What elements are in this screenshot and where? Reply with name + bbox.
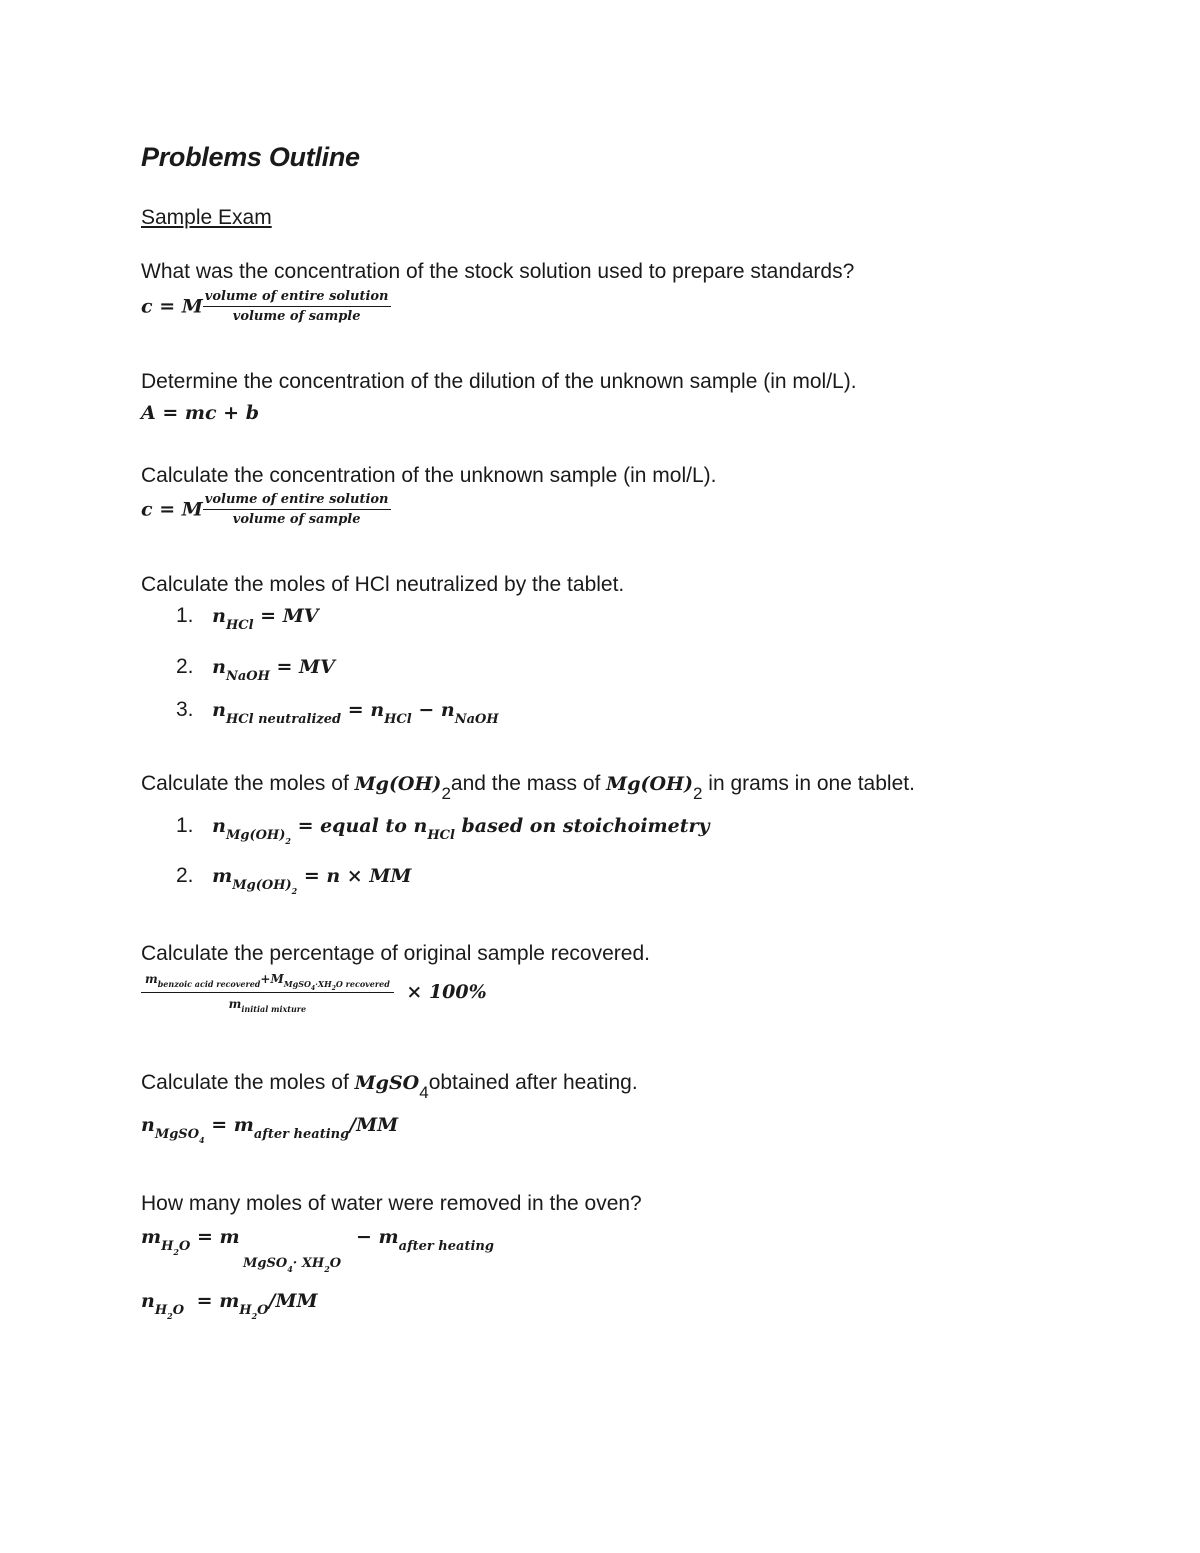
question-text: and the mass of xyxy=(450,772,601,795)
subscript: Mg(OH) xyxy=(225,828,286,843)
formula-mg-oh: Mg(OH) xyxy=(354,773,442,795)
item-number: 1. xyxy=(176,604,194,627)
var-n: n xyxy=(141,1290,155,1312)
rhs: = MV xyxy=(276,656,335,678)
rhs: /MM xyxy=(268,1290,318,1312)
var-M: M xyxy=(181,295,203,318)
equals-sign: = xyxy=(159,498,176,521)
var-c: c xyxy=(141,295,153,318)
subscript: H xyxy=(161,1239,174,1254)
subscript: 2 xyxy=(331,985,336,992)
fraction-denominator: volume of sample xyxy=(232,512,361,527)
var-n: n xyxy=(212,815,226,837)
subscript: H xyxy=(239,1303,252,1318)
question-text: Calculate the moles of xyxy=(141,772,349,795)
fraction xyxy=(141,972,394,1014)
fraction-numerator xyxy=(141,972,394,993)
formula-percent-recovered xyxy=(141,972,487,1014)
var-n: n xyxy=(212,605,226,627)
formula-beer-law-line: A = mc + b xyxy=(141,402,259,424)
list-item xyxy=(176,814,710,846)
var-c: c xyxy=(141,498,153,521)
subscript: O xyxy=(172,1303,185,1318)
subscript: MgSO xyxy=(154,1127,200,1142)
question-moles-water: How many moles of water were removed in the oven? xyxy=(141,1192,642,1215)
question-stock-concentration: What was the concentration of the stock solution used to prepare standards? xyxy=(141,260,855,283)
subscript: NaOH xyxy=(454,712,499,727)
subscript: HCl xyxy=(225,618,254,633)
minus-sign: − xyxy=(418,699,435,721)
section-heading: Sample Exam xyxy=(141,206,272,229)
subscript: 2 xyxy=(291,886,298,896)
question-dilution-concentration: Determine the concentration of the dilution of the unknown sample (in mol/L). xyxy=(141,370,857,393)
item-number: 2. xyxy=(176,655,194,678)
var-n: n xyxy=(212,656,226,678)
subscript: 4 xyxy=(199,1135,205,1145)
var-m: m xyxy=(228,997,242,1011)
subscript: 2 xyxy=(441,784,451,803)
formula-moles-water xyxy=(141,1290,318,1321)
list-item xyxy=(176,655,335,684)
question-moles-hcl: Calculate the moles of HCl neutralized by the tablet. xyxy=(141,573,625,596)
times-100-percent: × 100% xyxy=(406,980,487,1003)
subscript: 2 xyxy=(324,1264,330,1274)
subscript: Mg(OH) xyxy=(232,878,292,893)
rhs: = n × MM xyxy=(303,865,412,887)
subscript: O xyxy=(257,1303,269,1318)
subscript: benzoic acid recovered xyxy=(157,979,261,989)
equals-sign: = xyxy=(159,295,176,318)
question-text: obtained after heating. xyxy=(428,1071,638,1094)
list-item xyxy=(176,864,412,896)
subscript: ·XH xyxy=(315,979,332,989)
formula-mass-water xyxy=(141,1226,240,1257)
question-moles-mgso4 xyxy=(141,1071,638,1102)
question-percent-recovered: Calculate the percentage of original sample recovered. xyxy=(141,942,650,965)
item-number: 3. xyxy=(176,698,194,721)
subscript: 4 xyxy=(287,1264,293,1274)
rhs: = m xyxy=(196,1290,240,1312)
subscript: after heating xyxy=(398,1239,494,1254)
fraction xyxy=(203,289,391,324)
fraction-numerator: volume of entire solution xyxy=(203,492,391,510)
var-n: n xyxy=(440,699,455,721)
rhs: = m xyxy=(211,1114,254,1136)
fraction xyxy=(203,492,391,527)
list-item xyxy=(176,604,319,633)
subscript: O recovered xyxy=(335,979,390,989)
list-item xyxy=(176,698,499,727)
formula-mg-oh: Mg(OH) xyxy=(606,773,693,795)
subscript: NaOH xyxy=(225,669,270,684)
question-text: Calculate the moles of xyxy=(141,1071,349,1094)
equals-sign: = xyxy=(347,699,364,721)
rhs: = equal to n xyxy=(297,815,428,837)
fraction-numerator: volume of entire solution xyxy=(203,289,391,307)
subscript: 2 xyxy=(692,784,703,803)
question-moles-mg-oh2 xyxy=(141,772,915,803)
subscript: HCl neutralized xyxy=(225,712,342,727)
subscript: H xyxy=(154,1303,168,1318)
subscript: 4 xyxy=(310,985,316,992)
subscript: after heating xyxy=(253,1127,350,1142)
subscript: 2 xyxy=(167,1311,173,1321)
subscript: MgSO xyxy=(243,1256,288,1271)
page-title: Problems Outline xyxy=(141,142,360,172)
rhs: /MM xyxy=(349,1114,399,1136)
subscript: 2 xyxy=(173,1247,179,1257)
subscript: 4 xyxy=(419,1083,429,1102)
var-m: m xyxy=(145,972,158,986)
subscript: initial mixture xyxy=(241,1004,307,1014)
formula-mass-after xyxy=(356,1226,494,1254)
question-text: in grams in one tablet. xyxy=(708,772,915,795)
subscript: 2 xyxy=(251,1311,258,1321)
formula-mgso4: MgSO xyxy=(354,1072,420,1094)
var-m: m xyxy=(212,865,233,887)
fraction-denominator: volume of sample xyxy=(232,309,361,324)
question-unknown-concentration: Calculate the concentration of the unknown sample (in mol/L). xyxy=(141,464,717,487)
var-m: m xyxy=(141,1226,162,1248)
subscript: MgSO xyxy=(283,979,311,989)
formula-dilution-unknown xyxy=(141,492,391,527)
subscript: O xyxy=(178,1239,191,1254)
rhs: based on stoichoimetry xyxy=(461,815,710,837)
rhs: = MV xyxy=(260,605,319,627)
formula-dilution-stock xyxy=(141,289,391,324)
item-number: 2. xyxy=(176,864,194,887)
var-M: M xyxy=(181,498,203,521)
var-n: n xyxy=(212,699,226,721)
plus-M: +M xyxy=(260,972,284,986)
subscript-hydrate xyxy=(243,1256,342,1274)
formula-moles-mgso4 xyxy=(141,1114,399,1145)
fraction-denominator xyxy=(141,993,394,1014)
subscript: HCl xyxy=(384,712,412,727)
subscript: 2 xyxy=(285,836,291,846)
subscript: O xyxy=(329,1256,342,1271)
subscript: · XH xyxy=(292,1256,325,1271)
var-n: n xyxy=(370,699,385,721)
subscript: HCl xyxy=(427,828,455,843)
rhs: = m xyxy=(196,1226,240,1248)
item-number: 1. xyxy=(176,814,194,837)
var-n: n xyxy=(141,1114,155,1136)
rhs: − m xyxy=(356,1226,399,1248)
